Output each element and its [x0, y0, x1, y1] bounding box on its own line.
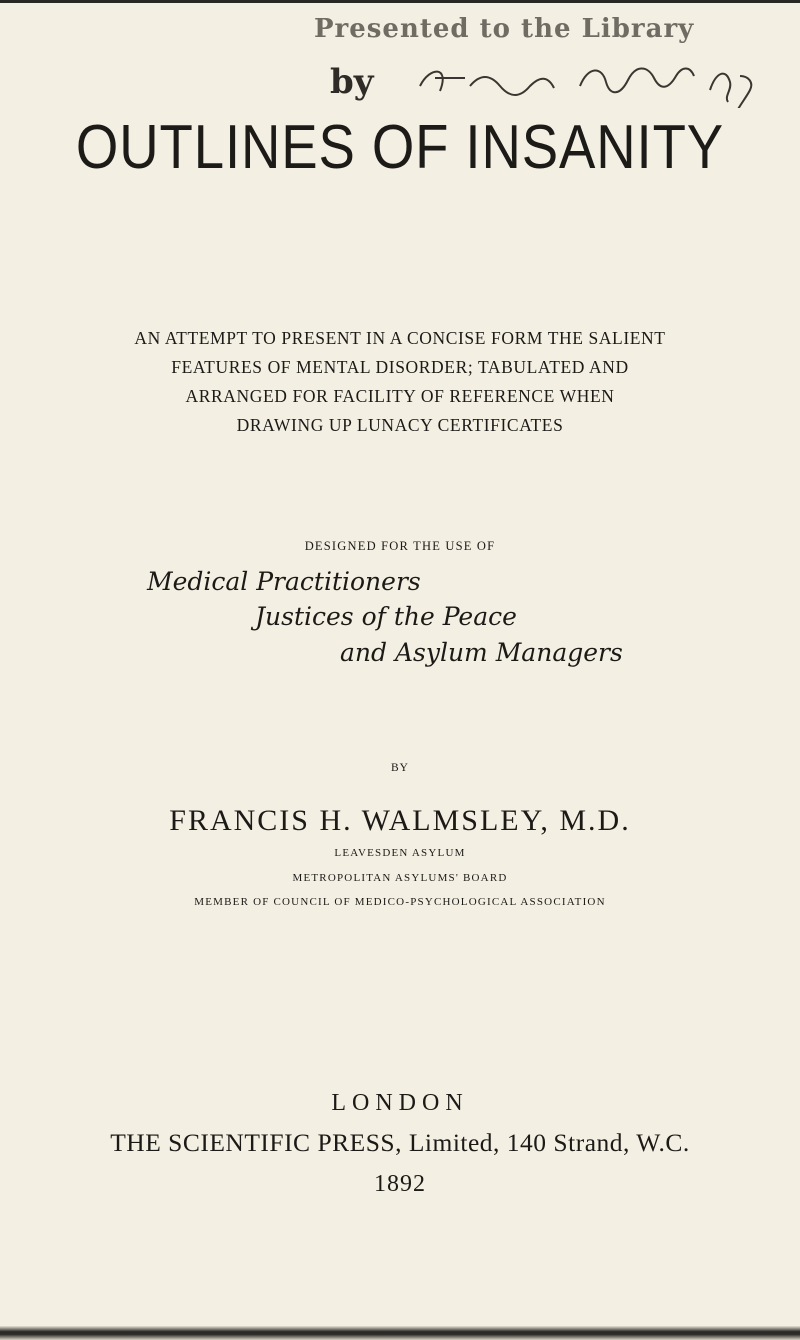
- subtitle-line: AN ATTEMPT TO PRESENT IN A CONCISE FORM THE SALIENT: [134, 328, 666, 348]
- author-affiliation: LEAVESDEN ASYLUM: [334, 847, 466, 859]
- presentation-stamp: Presented to the Library: [314, 14, 695, 44]
- designed-for-label: DESIGNED FOR THE USE OF: [304, 539, 496, 553]
- subtitle-line: ARRANGED FOR FACILITY OF REFERENCE WHEN: [185, 386, 615, 406]
- author-name: FRANCIS H. WALMSLEY, M.D.: [169, 804, 631, 837]
- subtitle-line: DRAWING UP LUNACY CERTIFICATES: [236, 415, 564, 435]
- author-affiliation: METROPOLITAN ASYLUMS' BOARD: [292, 872, 508, 884]
- by-label: BY: [391, 762, 409, 774]
- bottom-edge-rule: [0, 1326, 800, 1340]
- book-title: OUTLINES OF INSANITY: [75, 113, 725, 182]
- top-edge-rule: [0, 0, 800, 3]
- handwritten-inscription: [300, 10, 780, 105]
- audience-asylum-managers: and Asylum Managers: [340, 638, 623, 667]
- imprint-year: 1892: [374, 1171, 426, 1197]
- author-affiliation: MEMBER OF COUNCIL OF MEDICO-PSYCHOLOGICAL ASSOCIATION: [194, 896, 606, 908]
- imprint-publisher: THE SCIENTIFIC PRESS, Limited, 140 Strand, W.C.: [110, 1128, 690, 1157]
- audience-justices: Justices of the Peace: [255, 602, 517, 631]
- imprint-city: LONDON: [331, 1090, 469, 1116]
- inscription-by: by: [330, 62, 374, 102]
- handwritten-signature: [410, 56, 780, 108]
- audience-medical-practitioners: Medical Practitioners: [147, 567, 421, 596]
- subtitle: [40, 324, 760, 440]
- subtitle-line: FEATURES OF MENTAL DISORDER; TABULATED AND: [171, 357, 629, 377]
